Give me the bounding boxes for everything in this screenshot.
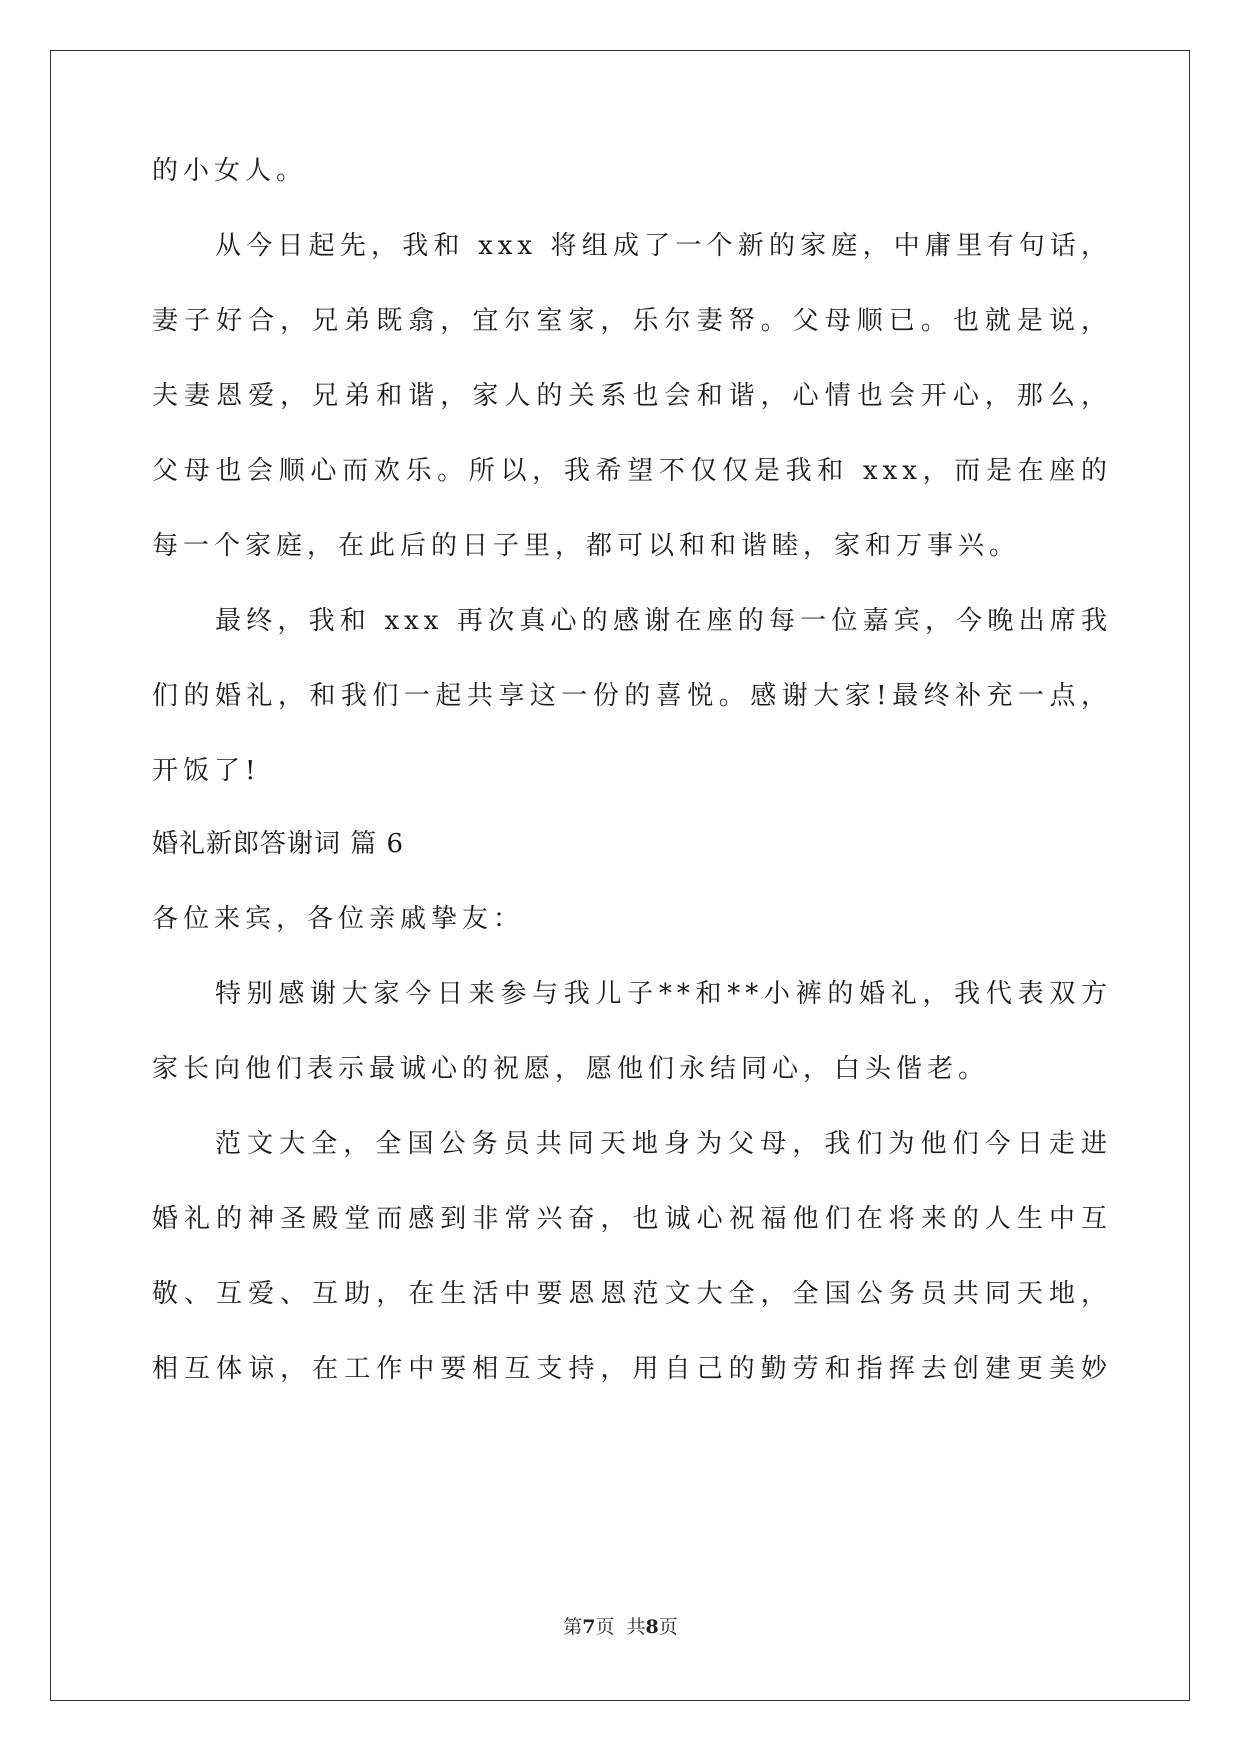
text-line: 家长向他们表示最诚心的祝愿，愿他们永结同心，白头偕老。 <box>152 1054 990 1084</box>
text-line: 敬、互爱、互助，在生活中要恩恩范文大全，全国公务员共同天地， <box>152 1279 1112 1309</box>
text-line: 相互体谅，在工作中要相互支持，用自己的勤劳和指挥去创建更美妙 <box>152 1354 1112 1384</box>
salutation: 各位来宾，各位亲戚挚友： <box>152 904 525 934</box>
text-line: 父母也会顺心而欢乐。所以，我希望不仅仅是我和 xxx，而是在座的 <box>152 456 1112 486</box>
section-heading: 婚礼新郎答谢词 篇 6 <box>152 829 405 859</box>
paragraph-start: 范文大全，全国公务员共同天地身为父母，我们为他们今日走进 <box>215 1129 1112 1159</box>
footer-prefix: 第 <box>563 1616 583 1638</box>
paragraph-start: 从今日起先，我和 xxx 将组成了一个新的家庭，中庸里有句话， <box>215 231 1112 261</box>
paragraph-start: 特别感谢大家今日来参与我儿子**和**小裤的婚礼，我代表双方 <box>215 979 1112 1009</box>
text-line: 每一个家庭，在此后的日子里，都可以和和谐睦，家和万事兴。 <box>152 531 1021 561</box>
paragraph-start: 最终，我和 xxx 再次真心的感谢在座的每一位嘉宾，今晚出席我 <box>215 606 1112 636</box>
page-border <box>50 50 1190 1701</box>
text-line: 妻子好合，兄弟既翕，宜尔室家，乐尔妻帑。父母顺已。也就是说， <box>152 306 1112 336</box>
text-line: 开饭了! <box>152 756 261 786</box>
total-page-number: 8 <box>645 1616 659 1638</box>
page-footer <box>0 1612 1241 1639</box>
text-line: 的小女人。 <box>152 156 308 186</box>
text-line: 夫妻恩爱，兄弟和谐，家人的关系也会和谐，心情也会开心，那么， <box>152 381 1112 411</box>
text-line: 们的婚礼，和我们一起共享这一份的喜悦。感谢大家!最终补充一点， <box>152 681 1112 711</box>
footer-mid: 页 共 <box>595 1616 646 1638</box>
footer-suffix: 页 <box>658 1616 678 1638</box>
text-line: 婚礼的神圣殿堂而感到非常兴奋，也诚心祝福他们在将来的人生中互 <box>152 1204 1112 1234</box>
current-page-number: 7 <box>582 1616 596 1638</box>
